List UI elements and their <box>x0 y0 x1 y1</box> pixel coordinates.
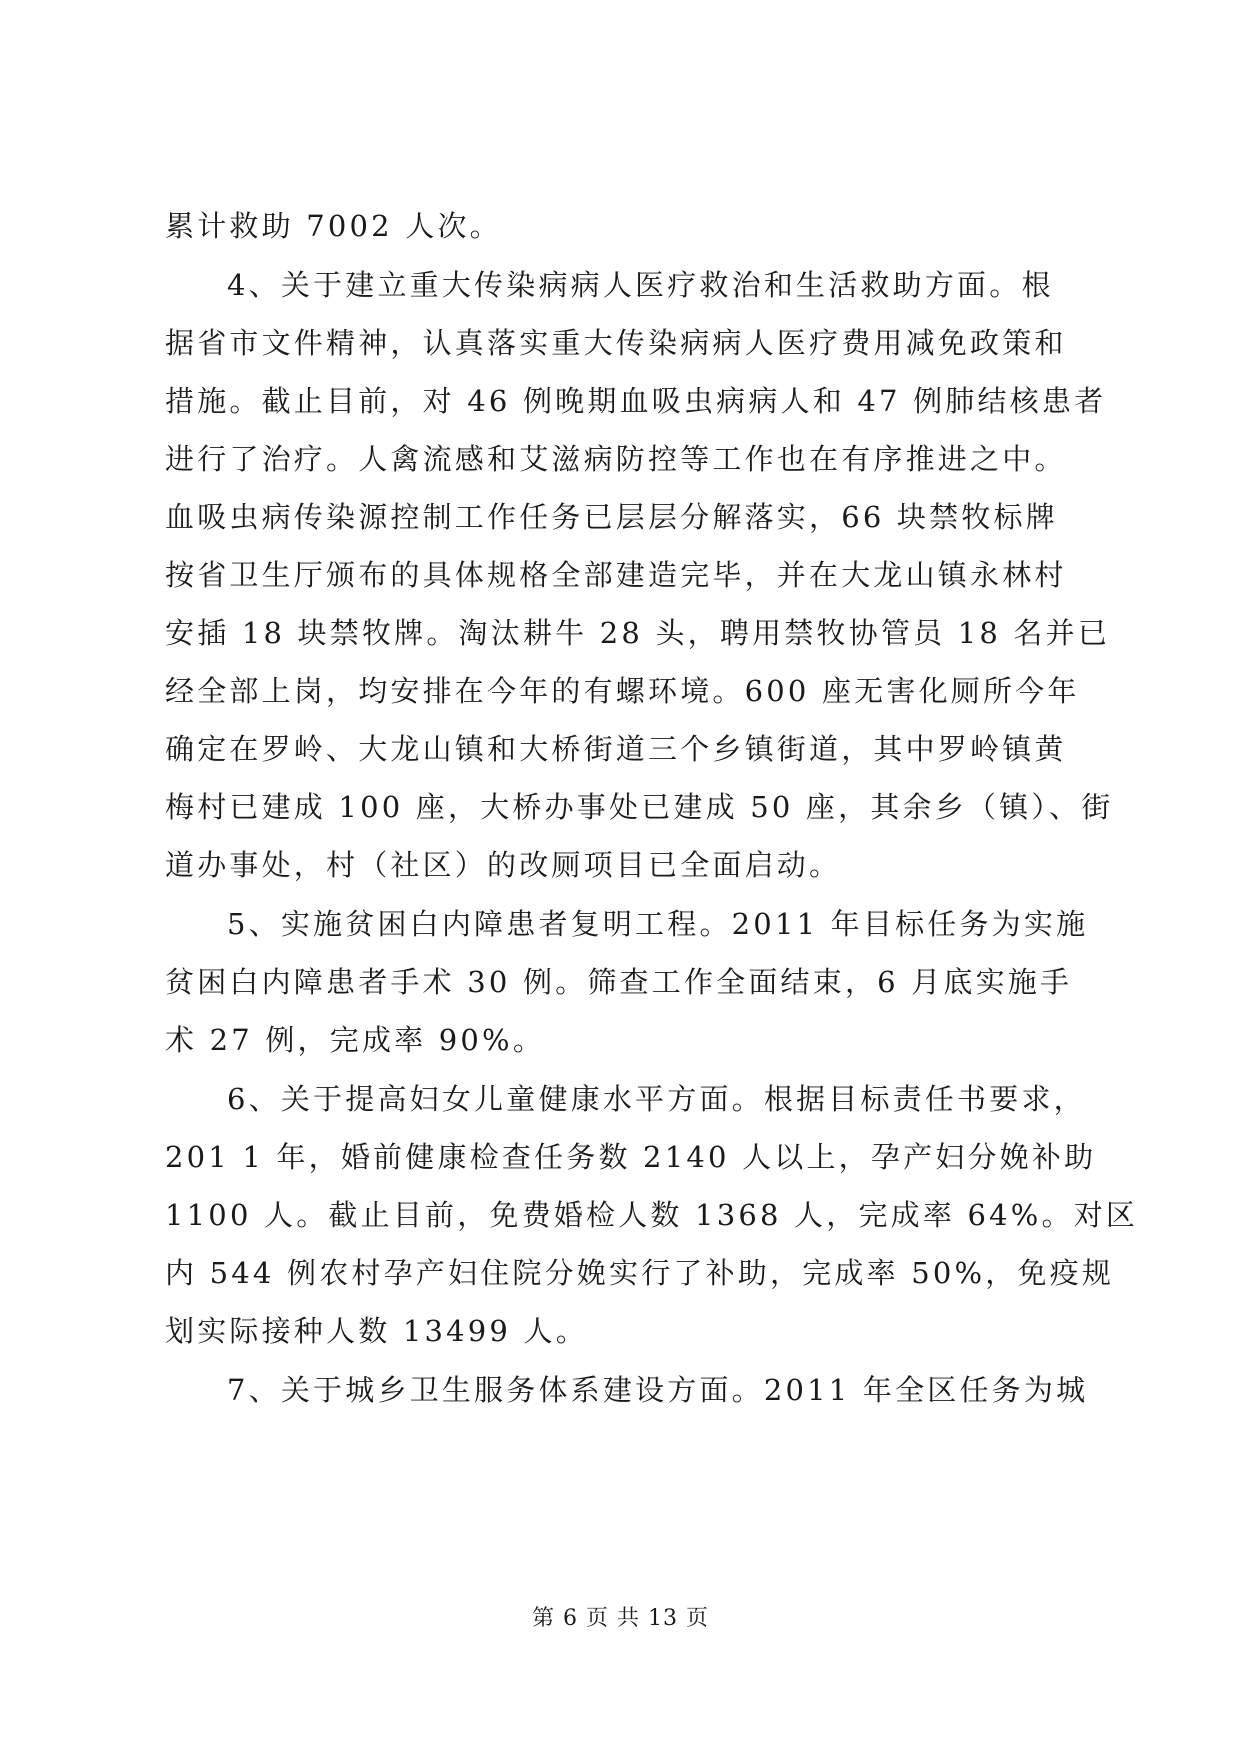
paragraph-7-start: 7、关于城乡卫生服务体系建设方面。2011 年全区任务为城 <box>227 1373 1089 1407</box>
text-line: 道办事处，村（社区）的改厕项目已全面启动。 <box>165 848 842 882</box>
text-line: 贫困白内障患者手术 30 例。筛查工作全面结束，6 月底实施手 <box>165 965 1073 999</box>
text-line: 梅村已建成 100 座，大桥办事处已建成 50 座，其余乡（镇）、街 <box>165 790 1114 824</box>
text-line: 201 1 年，婚前健康检查任务数 2140 人以上，孕产妇分娩补助 <box>165 1140 1097 1174</box>
text-line: 划实际接种人数 13499 人。 <box>165 1314 588 1348</box>
text-line: 进行了治疗。人禽流感和艾滋病防控等工作也在有序推进之中。 <box>165 442 1067 476</box>
text-line: 确定在罗岭、大龙山镇和大桥街道三个乡镇街道，其中罗岭镇黄 <box>165 732 1067 766</box>
text-line: 据省市文件精神，认真落实重大传染病病人医疗费用减免政策和 <box>165 326 1067 360</box>
text-line: 经全部上岗，均安排在今年的有螺环境。600 座无害化厕所今年 <box>165 674 1080 708</box>
text-line: 按省卫生厅颁布的具体规格全部建造完毕，并在大龙山镇永林村 <box>165 558 1067 592</box>
text-line: 措施。截止目前，对 46 例晚期血吸虫病病人和 47 例肺结核患者 <box>165 384 1107 418</box>
paragraph-5-start: 5、实施贫困白内障患者复明工程。2011 年目标任务为实施 <box>227 907 1089 941</box>
paragraph-6-start: 6、关于提高妇女儿童健康水平方面。根据目标责任书要求， <box>227 1082 1086 1116</box>
text-line: 内 544 例农村孕产妇住院分娩实行了补助，完成率 50%，免疫规 <box>165 1256 1115 1290</box>
text-line: 血吸虫病传染源控制工作任务已层层分解落实，66 块禁牧标牌 <box>165 500 1058 534</box>
paragraph-4-start: 4、关于建立重大传染病病人医疗救治和生活救助方面。根 <box>227 268 1054 302</box>
text-line: 1100 人。截止目前，免费婚检人数 1368 人，完成率 64%。对区 <box>165 1198 1139 1232</box>
text-line: 术 27 例，完成率 90%。 <box>165 1023 546 1057</box>
text-line: 安插 18 块禁牧牌。淘汰耕牛 28 头，聘用禁牧协管员 18 名并已 <box>165 616 1111 650</box>
text-line: 累计救助 7002 人次。 <box>165 209 502 243</box>
page-number-footer: 第 6 页 共 13 页 <box>532 1606 709 1631</box>
